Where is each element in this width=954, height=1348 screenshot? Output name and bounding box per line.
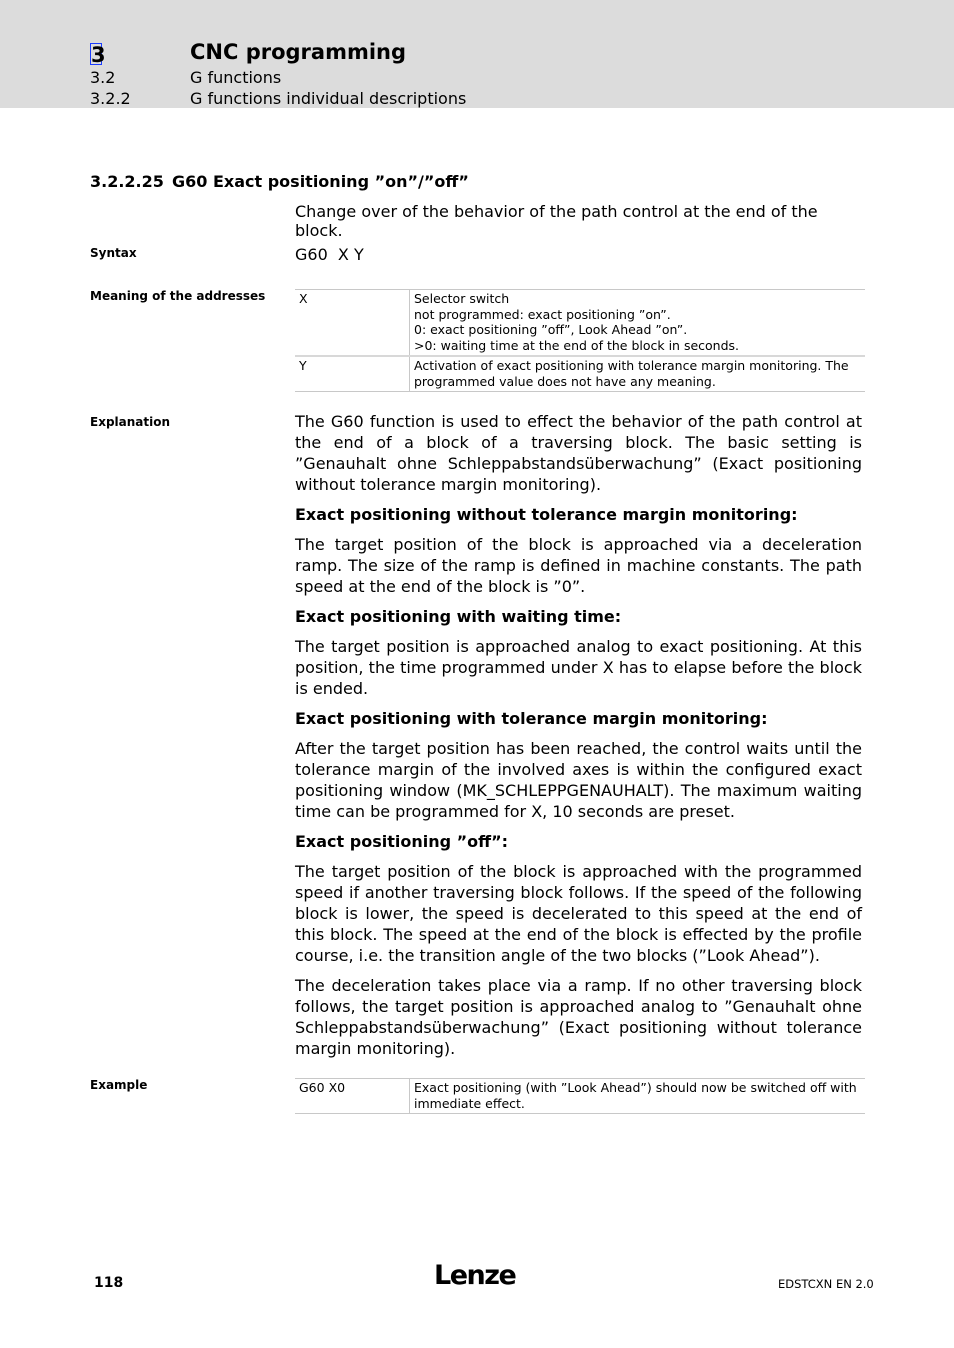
meaning-label: Meaning of the addresses xyxy=(90,289,266,303)
paragraph: The target position of the block is approached via a deceleration ramp. The size of the ramp is defined in machine constants. The path speed at the end of the block is ”0”. xyxy=(295,535,862,596)
meaning-line: Activation of exact positioning with tolerance margin monitoring. The programmed value does not have any meaning. xyxy=(414,358,849,389)
example-label: Example xyxy=(90,1078,148,1092)
lenze-logo: Lenze xyxy=(434,1260,516,1291)
paragraph: The target position of the block is approached with the programmed speed if another traversing block follows. If the speed of the following block is lower, the speed is decelerated to this speed at the end of this block. The speed at the end of the block is effected by the profile course, i.e. the transition angle of the two blocks (”Look Ahead”). xyxy=(295,862,862,965)
subheading: Exact positioning without tolerance margin monitoring: xyxy=(295,505,798,524)
explanation-label: Explanation xyxy=(90,415,171,429)
table-row xyxy=(295,290,865,357)
explanation-body xyxy=(295,411,862,1068)
meaning-line: >0: waiting time at the end of the block in seconds. xyxy=(414,337,740,353)
section-number: 3.2.2.25 xyxy=(90,172,164,191)
chapter-number-link[interactable]: 3 xyxy=(91,43,106,67)
meaning-line: 0: exact positioning ”off”, Look Ahead ”on”. xyxy=(414,322,688,337)
syntax-label: Syntax xyxy=(90,246,137,260)
addresses-table xyxy=(295,289,865,392)
example-description: Exact positioning (with ”Look Ahead”) should now be switched off with immediate effect. xyxy=(410,1079,866,1114)
subheading: Exact positioning ”off”: xyxy=(295,832,508,851)
paragraph: The deceleration takes place via a ramp. If no other traversing block follows, the target position is approached analog to ”Genauhalt ohne Schleppabstandsüberwachung” (Exact positioning without tolerance margin monitoring). xyxy=(295,976,862,1058)
breadcrumb-number: 3.2 xyxy=(90,68,116,87)
paragraph: After the target position has been reached, the control waits until the tolerance margin of the involved axes is within the configured exact positioning window (MK_SCHLEPPGENAUHALT). The maximum waiting time can be programmed for X, 10 seconds are preset. xyxy=(295,739,862,821)
page-number: 118 xyxy=(94,1275,124,1291)
breadcrumb-number: 3.2.2 xyxy=(90,89,131,108)
address-name: X xyxy=(295,290,410,357)
breadcrumb-text: G functions individual descriptions xyxy=(190,89,467,108)
table-row xyxy=(295,356,865,392)
subheading: Exact positioning with tolerance margin monitoring: xyxy=(295,709,768,728)
paragraph: The target position is approached analog to exact positioning. At this position, the time programmed under X has to elapse before the block is ended. xyxy=(295,637,862,698)
example-table xyxy=(295,1078,865,1114)
chapter-title: CNC programming xyxy=(190,40,407,64)
address-meaning xyxy=(410,290,866,357)
meaning-line: not programmed: exact positioning ”on”. xyxy=(414,306,671,322)
document-code: EDSTCXN EN 2.0 xyxy=(778,1277,874,1291)
section-intro: Change over of the behavior of the path control at the end of the block. xyxy=(295,202,818,240)
meaning-line: Selector switch xyxy=(414,291,510,306)
breadcrumb-text: G functions xyxy=(190,68,282,87)
example-code: G60 X0 xyxy=(295,1079,410,1114)
address-name: Y xyxy=(295,356,410,392)
header-band xyxy=(0,0,954,108)
address-meaning xyxy=(410,356,866,392)
section-title: G60 Exact positioning ”on”/”off” xyxy=(172,172,469,191)
subheading: Exact positioning with waiting time: xyxy=(295,607,622,626)
table-row xyxy=(295,1079,865,1114)
syntax-value: G60 X Y xyxy=(295,245,364,264)
section-heading xyxy=(90,172,469,191)
paragraph: The G60 function is used to effect the behavior of the path control at the end of a block of a traversing block. The basic setting is ”Genauhalt ohne Schleppabstandsüberwachung” (Exact positioning without tolerance margin monitoring). xyxy=(295,412,862,494)
